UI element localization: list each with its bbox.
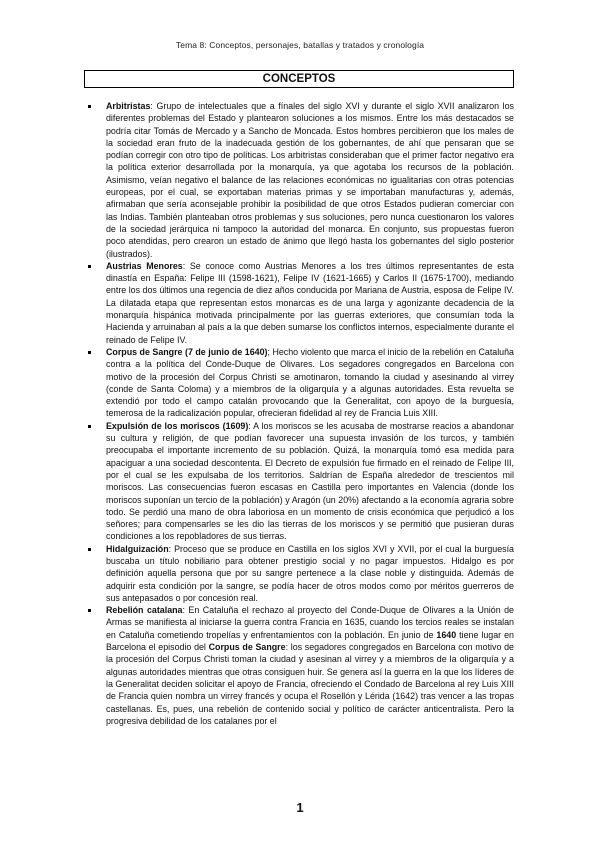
- concept-list: [86, 100, 514, 727]
- page-number: 1: [296, 800, 304, 815]
- entry-definition: : Proceso que se produce en Castilla en los siglos XVI y XVII, por el cual la burguesía buscaba un título nobiliario para obtener prestigio social y no pagar impuestos. Hidalgo es por definición aquella persona que por su sangre pertenece a la clase noble y distinguida. Además de adquirir esta condición por la sangre, se podía hacer de otros modos como por méritos guerreros de sus antepasados o por concesión real.: [106, 543, 514, 603]
- entry-paragraph: [106, 346, 514, 420]
- bullet-icon: [88, 425, 91, 428]
- entry-definition: : A los moriscos se les acusaba de mostrarse reacios a abandonar su cultura y religión, de que podían favorecer una supuesta invasión de los turcos, y también preocupaba el importante incremento de su población. Quizá, la monarquía tomó esa medida para apaciguar a una sociedad descontenta. El Decreto de expulsión fue firmado en el reinado de Felipe III, por el cual se les expulsaba de los territorios. Saldrían de España alrededor de trescientos mil moriscos. Las consecuencias fueron escasas en Castilla pero importantes en Valencia (donde los moriscos suponían un tercio de la población) y Aragón (un 20%) afectando a la economía agraria sobre todo. Se perdió una mano de obra laboriosa en un momento de crisis económica que perjudicó a los señores; para compensarles se les dio las tierras de los moriscos y se permitió que pusieran duras condiciones a los repobladores de sus tierras.: [106, 420, 514, 542]
- entry-term: Rebelión catalana: [106, 605, 183, 616]
- bold-corpus-de-sangre: Corpus de Sangre: [208, 642, 286, 653]
- entry-arbitristas: [86, 100, 514, 260]
- running-header: Tema 8: Conceptos, personajes, batallas y tratados y cronología: [175, 40, 425, 50]
- entry-definition: : Se conoce como Austrias Menores a los tres últimos representantes de esta dinastía en España: Felipe III (1598-1621), Felipe IV (1621-1665) y Carlos II (1675-1700), mediando entre los dos últimos una regencia de diez años conducida por Mariana de Austria, esposa de Felipe IV. La dilatada etapa que representan estos monarcas es de una larga y agonizante decadencia de la monarquía hispánica motivada principalmente por las guerras exteriores, que consumían toda la Hacienda y arruinaban al país a la que deben sumarse los conflictos internos, especialmente durante el reinado de Felipe IV.: [106, 260, 514, 345]
- entry-paragraph: [106, 100, 514, 260]
- entry-term: Corpus de Sangre (7 de junio de 1640): [106, 346, 268, 357]
- bullet-icon: [88, 548, 91, 551]
- entry-definition: ; Hecho violento que marca el inicio de la rebelión en Cataluña contra a la política del Conde-Duque de Olivares. Los segadores congregados en Barcelona con motivo de la procesión del Corpus Christi se amotinaron, tomando la ciudad y asesinando al virrey (conde de Santa Coloma) y a miembros de la oligarquía y a algunas autoridades. Esta revuelta se extendió por todo el campo catalán provocando que la Generalitat, con apoyo de la burguesía, temerosa de la radicalización popular, ofrecieran fidelidad al rey de Francia Luis XIII.: [106, 346, 514, 419]
- bullet-icon: [88, 609, 91, 612]
- bullet-icon: [88, 351, 91, 354]
- entry-definition-cont: : los segadores congregados en Barcelona con motivo de la procesión del Corpus Christi toman la ciudad y asesinan al virrey y a miembros de la oligarquía y a algunas autoridades mientras que otras consiguen huir. Se genera así la guerra en la que los líderes de la Generalitat deciden solicitar el apoyo de Francia, ofreciendo el Condado de Barcelona al rey Luis XIII de Francia quien nombra un virrey francés y ocupa el Rosellón y Lérida (1642) tras vencer a las tropas castellanas. Es, pues, una rebelión de contenido social y político de carácter anticentralista. Pero la progresiva debilidad de los catalanes por el: [106, 642, 514, 726]
- section-title-text: CONCEPTOS: [262, 73, 336, 85]
- entry-definition: : Grupo de intelectuales que a fínales del siglo XVI y durante el siglo XVII analizaron los diferentes problemas del Estado y plantearon soluciones a los mismos. Entre los más destacados se podría citar Tomás de Mercado y a Sancho de Moncada. Estos hombres percibieron que los males de la sociedad eran fruto de la inadecuada gestión de los gobernantes, de ahí que pensaran que se podían corregir con otro tipo de políticas. Los arbitristas consideraban que el primer factor negativo era la política exterior desarrollada por la monarquía, ya que agotaba los recursos de la población. Asimismo, veían negativo el balance de las relaciones económicas no igualitarias con otras potencias europeas, por el cual, se exportaban materias primas y se importaban manufacturas y, además, afirmaban que sería aconsejable prohibir la posibilidad de que otros Estados pudieran comerciar con las Indias. También planteaban otros problemas y sus soluciones, pero nunca cuestionaron los valores de la sociedad jerárquica ni tampoco la autoridad del monarca. En conjunto, sus propuestas fueron poco atendidas, pero crearon un estado de ánimo que llegó hasta los gobernantes del siglo posterior (ilustrados).: [106, 101, 514, 259]
- entry-term: Hidalguización: [106, 543, 169, 554]
- section-title: [84, 70, 514, 88]
- entry-term: Austrias Menores: [106, 260, 183, 271]
- entry-rebelion-catalana: [86, 604, 514, 727]
- entry-term: Expulsión de los moriscos (1609): [106, 420, 249, 431]
- entry-expulsion-moriscos: [86, 420, 514, 543]
- entry-paragraph: [106, 420, 514, 543]
- entry-term: Arbitristas: [106, 101, 151, 111]
- entry-paragraph: [106, 543, 514, 604]
- entry-austrias-menores: [86, 260, 514, 346]
- entry-definition-cont: tiene lugar en Barcelona el episodio del: [106, 629, 514, 653]
- entry-corpus-de-sangre: [86, 346, 514, 420]
- entry-hidalguizacion: [86, 543, 514, 604]
- bullet-icon: [88, 105, 91, 108]
- entry-paragraph: [106, 604, 514, 727]
- bold-year: 1640: [436, 629, 457, 640]
- entry-paragraph: [106, 260, 514, 346]
- entry-definition: : En Cataluña el rechazo al proyecto del Conde-Duque de Olivares a la Unión de Armas se manifiesta al iniciarse la guerra contra Francia en 1635, cuando los tercios reales se instalan en Cataluña cometiendo tropelías y enfrentamientos con la población. En junio de: [106, 605, 514, 640]
- bullet-icon: [88, 265, 91, 268]
